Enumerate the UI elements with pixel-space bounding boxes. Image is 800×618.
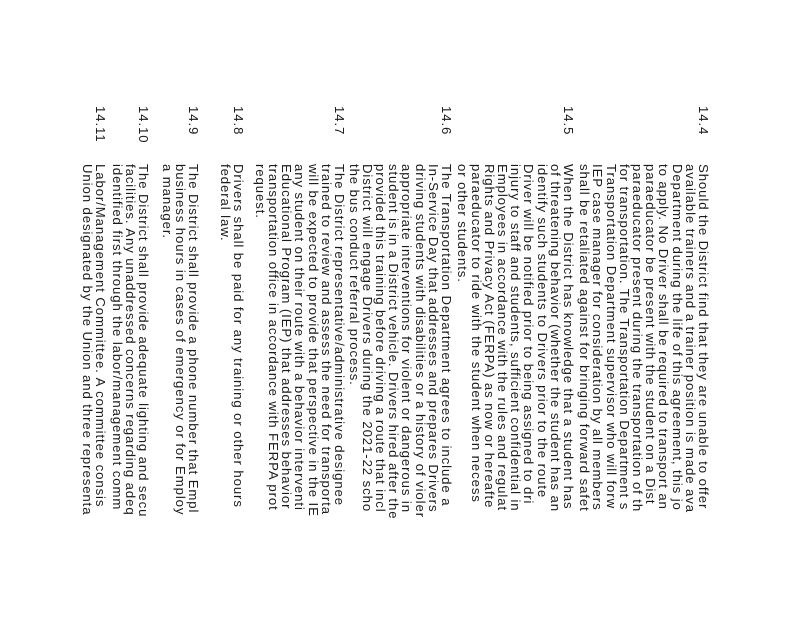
text-line: Should the District find that they are unable to offer bbox=[696, 164, 711, 510]
text-line: The District representative/administrative designee bbox=[332, 164, 347, 507]
section-text bbox=[81, 164, 107, 618]
text-line: The District shall provide adequate lighting and secu bbox=[136, 164, 151, 518]
text-line: business hours in cases of emergency or for Employ bbox=[172, 164, 188, 516]
text-line: When the District has knowledge that a student has bbox=[561, 164, 576, 510]
text-line: student is in a District vehicle. Drivers hired after the bbox=[386, 164, 402, 520]
text-line: available trainers and a trainer position is made ava bbox=[682, 164, 698, 513]
text-line: paraeducator to ride with the student when necess bbox=[468, 164, 484, 503]
section-number: 14.5 bbox=[561, 106, 576, 136]
text-line: Employees in accordance with the rules and regulat bbox=[495, 164, 511, 512]
text-line: identified first through the labor/management comm bbox=[109, 164, 125, 511]
section-number: 14.9 bbox=[186, 106, 201, 136]
section-text bbox=[578, 164, 710, 618]
text-line: Educational Program (IEP) that addresses behavior bbox=[279, 164, 295, 510]
section-number: 14.6 bbox=[439, 106, 454, 136]
text-line: paraeducator be present with the student on a Dist bbox=[643, 164, 659, 505]
text-line: to apply. No Driver shall be required to transport an bbox=[656, 164, 672, 510]
text-line: Drivers shall be paid for any training or other hours bbox=[231, 164, 246, 508]
section-text bbox=[110, 164, 150, 618]
section-text bbox=[254, 164, 346, 618]
text-line: request. bbox=[252, 164, 268, 219]
text-line: federal law. bbox=[217, 164, 233, 242]
text-line: Union designated by the Union and three representa bbox=[79, 164, 95, 516]
text-line: any student on their route with a behavior interventi bbox=[292, 164, 308, 511]
text-line: The Transportation Department agrees to include a bbox=[439, 164, 454, 507]
text-line: or other students. bbox=[455, 164, 471, 283]
text-line: facilities. Any unaddressed concerns regarding adeq bbox=[122, 164, 138, 516]
text-line: Rights and Privacy Act (FERPA) as now or hereafte bbox=[481, 164, 497, 509]
section-number: 14.4 bbox=[696, 106, 711, 136]
text-line: appropriate interventions for violent or dangerous in bbox=[399, 164, 415, 513]
text-line: Driver will be notified prior to being assigned to dri bbox=[521, 164, 537, 505]
text-line: shall be retaliated against for bringing forward safet bbox=[577, 164, 593, 512]
text-line: The District shall provide a phone number that Empl bbox=[186, 164, 201, 514]
text-line: provided this training before driving a route that incl bbox=[373, 164, 389, 513]
section-text bbox=[219, 164, 245, 618]
text-line: District will engage Drivers during the 2021-22 scho bbox=[359, 164, 375, 513]
text-line: injury to staff and students, sufficient confidential in bbox=[508, 164, 524, 512]
text-line: Department during the life of this agreement, this jo bbox=[669, 164, 685, 511]
text-line: the bus conduct referral process. bbox=[346, 164, 362, 386]
text-line: Labor/Management Committee. A committee consis bbox=[93, 164, 108, 508]
text-line: paraeducator present during the transportation of th bbox=[630, 164, 646, 513]
section-text bbox=[456, 164, 575, 618]
text-line: driving students with disabilities or a history of violer bbox=[412, 164, 428, 519]
text-line: trained to review and assess the need for transporta bbox=[318, 164, 334, 516]
text-line: of threatening behavior (whether the student has an bbox=[547, 164, 563, 512]
section-number: 14.10 bbox=[136, 106, 151, 144]
section-number: 14.11 bbox=[93, 106, 108, 143]
text-line: In-Service Day that addresses and prepares Drivers bbox=[425, 164, 441, 513]
text-line: IEP case manager for consideration by all members bbox=[590, 164, 606, 511]
text-line: identify such students to Drivers prior to the route bbox=[534, 164, 550, 499]
text-line: Transportation Department supervisor who will forw bbox=[603, 164, 619, 510]
text-line: for transportation. The Transportation Department s bbox=[616, 164, 632, 511]
section-number: 14.7 bbox=[332, 106, 347, 136]
section-number: 14.8 bbox=[231, 106, 246, 136]
section-text bbox=[348, 164, 454, 618]
text-line: will be expected to provide that perspective in the IE bbox=[305, 164, 321, 517]
section-text bbox=[160, 164, 200, 618]
text-line: transportation office in accordance with FERPA prot bbox=[266, 164, 282, 511]
text-line: a manager. bbox=[159, 164, 175, 239]
